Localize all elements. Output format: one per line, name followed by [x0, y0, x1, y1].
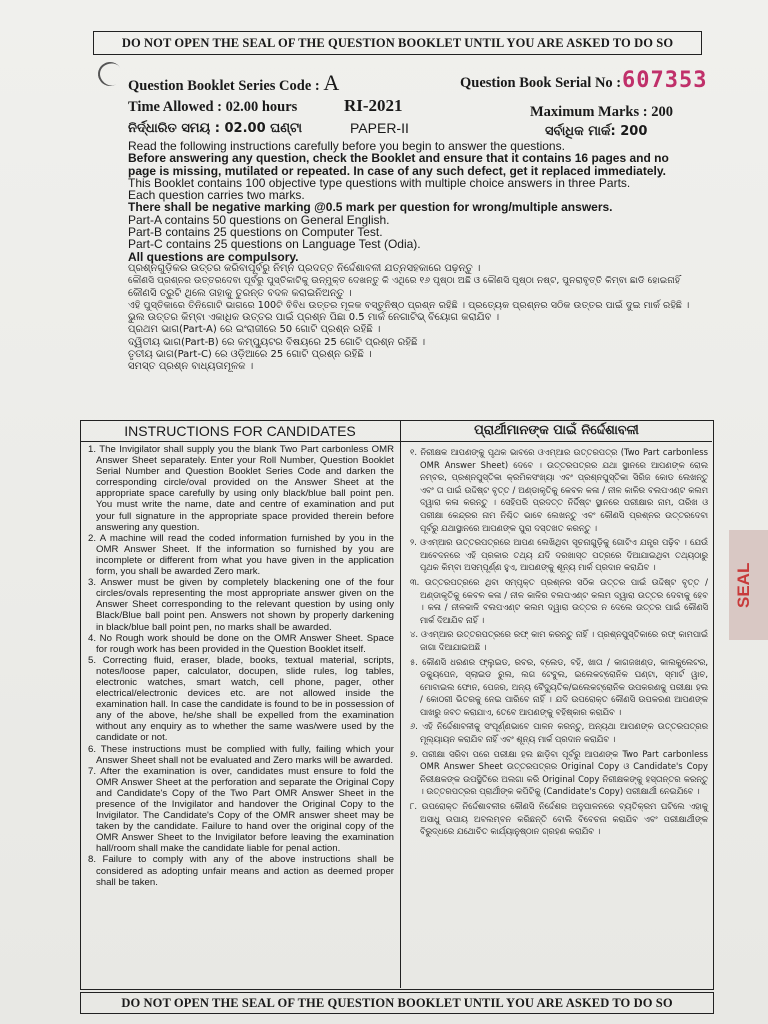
odia-instruction-line: ସମସ୍ତ ପ୍ରଶ୍ନ ବାଧ୍ୟତାମୂଳକ ।	[128, 361, 254, 373]
instruction-line: There shall be negative marking @0.5 mark per question for wrong/multiple answers.	[128, 200, 613, 215]
instruction-line: Part-B contains 25 questions on Computer Test.	[128, 225, 383, 240]
instruction-line: This Booklet contains 100 objective type questions with multiple choice answers in three Parts.	[128, 175, 631, 190]
list-item: 1. The Invigilator shall supply you the blank Two Part carbonless OMR Answer Sheet separately. Enter your Roll Number, Question Booklet Serial Number and Question Booklet Series Code and darken the corresponding circle/oval provided on the Answer Sheet at the appropriate space carefully by using only black/blue ball point pen. You must write the name, date and centre of examination and put your full signature in the appropriate space provided therein before answering any question.	[88, 444, 394, 533]
list-item: 2. A machine will read the coded information furnished by you in the OMR Answer Sheet. If the information so furnished by you are incomplete or different from what you have given in the application form, you shall be awarded Zero mark.	[88, 532, 394, 578]
list-item: 6. These instructions must be complied with fully, failing which your Answer Sheet shall not be evaluated and Zero marks will be awarded.	[88, 743, 394, 766]
exam-code: RI-2021	[344, 96, 403, 115]
list-item: ୮. ଉପରୋକ୍ତ ନିର୍ଦ୍ଦେଶାବଳୀର କୌଣସି ନିର୍ଦ୍ଦେଶର ଅନୁପାଳନରେ ବ୍ୟତିକ୍ରମ ଘଟିଲେ ଏହାକୁ ଅସାଧୁ ଉପାୟ ଅବଲମ୍ବନ କରିଛନ୍ତି ବୋଲି ବିବେଚନା କରାଯିବ ଏବଂ ପରୀକ୍ଷାର୍ଥୀଙ୍କ ବିରୁଦ୍ଧରେ ଯଥୋଚିତ କାର୍ଯ୍ୟାନୁଷ୍ଠାନ ଗ୍ରହଣ କରାଯିବ ।	[410, 801, 708, 837]
candidate-instructions-english	[88, 444, 394, 888]
list-item: 4. No Rough work should be done on the OMR Answer Sheet. Space for rough work has been provided in the Question Booklet itself.	[88, 632, 394, 655]
column-divider	[400, 420, 401, 988]
instruction-line: Part-A contains 50 questions on General English.	[128, 212, 390, 227]
max-marks: Maximum Marks : 200	[530, 104, 673, 120]
seal-label: SEAL	[734, 562, 753, 608]
paper-label: PAPER-II	[350, 120, 409, 136]
bottom-warning-banner: DO NOT OPEN THE SEAL OF THE QUESTION BOOKLET UNTIL YOU ARE ASKED TO DO SO	[80, 992, 714, 1014]
odia-instruction-line: ଦ୍ୱିତୀୟ ଭାଗ(Part-B) ରେ କମ୍ପ୍ୟୁଟର ବିଷୟରେ 25 ଗୋଟି ପ୍ରଶ୍ନ ରହିଛି ।	[128, 336, 426, 348]
instructions-heading-odia: ପ୍ରାର୍ଥୀମାନଙ୍କ ପାଇଁ ନିର୍ଦ୍ଦେଶାବଳୀ	[401, 421, 712, 442]
list-item: 5. Correcting fluid, eraser, blade, books, textual material, scripts, notes/loose paper, calculator, docupen, slide rules, log tables, electronic watches, smart watch, cell phone, pager, other electrical/electronic devices etc. are not allowed inside the examination hall. In case the candidate is found to be in possession of any of the above, he/she shall be expelled from the examination without any enquiry as to whether the same was/were used by the candidate or not.	[88, 654, 394, 744]
series-code-row	[128, 70, 339, 96]
list-item: 8. Failure to comply with any of the above instructions shall be considered as adopting unfair means and action as deemed proper shall be taken.	[88, 854, 394, 888]
instructions-heading-english: INSTRUCTIONS FOR CANDIDATES	[80, 421, 400, 442]
series-code: A	[323, 70, 340, 95]
list-item: ୧. ନିରୀକ୍ଷକ ଆପଣଙ୍କୁ ପୃଥକ ଭାବରେ ଓଏମ୍ଆର ଉତ୍ତରପତ୍ର (Two Part carbonless OMR Answer Sheet) ଦେବେ । ଉତ୍ତରପତ୍ରର ଯଥା ସ୍ଥାନରେ ଆପଣଙ୍କ ରୋଲ ନମ୍ବର, ପ୍ରଶ୍ନପୁସ୍ତିକା କ୍ରମିକସଂଖ୍ୟା ଏବଂ ପ୍ରଶ୍ନପୁସ୍ତିକା ସିରିଜ କୋଡ ଲେଖନ୍ତୁ ଏବଂ ତା ପାଇଁ ଉଦ୍ଦିଷ୍ଟ ବୃତ୍ତ / ଅଣ୍ଡାକୃତିକୁ କେବଳ କଳା / ନୀଳ କାଳିର ବଲପଏଣ୍ଟ କଲମ ଦ୍ୱାରା କଳା କରନ୍ତୁ । ସେହିପରି ପ୍ରଦତ୍ତ ନିର୍ଦ୍ଦିଷ୍ଟ ସ୍ଥାନରେ ପରୀକ୍ଷାର ନାମ, ତାରିଖ ଓ ପରୀକ୍ଷା କେନ୍ଦ୍ରର ନାମ ନିଶ୍ଚିତ ଭାବେ ଲେଖନ୍ତୁ ଏବଂ କୌଣସି ପ୍ରଶ୍ନର ଉତ୍ତରଦେବା ପୂର୍ବରୁ ଯଥାସ୍ଥାନରେ ଆପଣଙ୍କ ପୁରା ଦସ୍ତଖତ କରନ୍ତୁ ।	[410, 447, 708, 533]
candidate-instructions-odia	[410, 446, 708, 840]
time-allowed: Time Allowed : 02.00 hours	[128, 99, 298, 115]
list-item: ୨. ଓଏମ୍ଆର ଉତ୍ତରପତ୍ରରେ ଆପଣ ଲେଖିଥିବା ସୂଚନାଗୁଡ଼ିକୁ ଗୋଟିଏ ଯନ୍ତ୍ର ପଢ଼ିବ । ଯେଉଁ ଆବେଦନରେ ଏହି ପ୍ରକାର ତଥ୍ୟ ଯଦି ଦରଖାସ୍ତ ପତ୍ରରେ ଦିଆଯାଇଥିବା ତଥ୍ୟଠାରୁ ପୃଥକ କିମ୍ବା ଅସମ୍ପୂର୍ଣ୍ଣ ହୁଏ, ଆପଣଙ୍କୁ ଶୂନ୍ୟ ମାର୍କ ପ୍ରଦାନ କରାଯିବ ।	[410, 537, 708, 573]
time-allowed-odia: ନିର୍ଦ୍ଧାରିତ ସମୟ : 02.00 ଘଣ୍ଟା	[128, 121, 303, 136]
odia-instruction-line: କୌଣସି ତ୍ରୁଟି ଥିଲେ ତାହାକୁ ତୁରନ୍ତ ବଦଳ କରାଇନିଅନ୍ତୁ ।	[128, 287, 352, 299]
general-instructions	[128, 140, 688, 374]
max-marks-odia: ସର୍ବାଧିକ ମାର୍କ: 200	[545, 124, 648, 139]
corner-mark	[94, 58, 127, 91]
series-label: Question Booklet Series Code :	[128, 78, 320, 94]
list-item: ୫. କୌଣସି ଧରଣର ଫ୍ଲୁଇଡ, ରବର, ବ୍ଲେଡ, ବହି, ଖାତା / କାଗଜଖଣ୍ଡ, କାଲକୁଲେଟର, ଡକ୍ୟୁପେନ, ସ୍ଲାଇଡ ରୁଲ, ଲଗ ଟେବୁଲ, ଇଲେକଟ୍ରୋନିକ ଘଣ୍ଟା, ସ୍ମାର୍ଟ ୱାଚ, ମୋବାଇଲ ଫୋନ, ପେଜର, ଅନ୍ୟ ବୈଦ୍ୟୁତିକ/ଇଲେକଟ୍ରୋନିକ ଉପକରଣକୁ ପରୀକ୍ଷା ହଲ / କୋଠରୀ ଭିତରକୁ ନେଇ ପାରିବେ ନାହିଁ । ଯଦି ଉପରୋକ୍ତ କୌଣସି ଉପକରଣ ଆପଣଙ୍କ ପାଖରୁ ଜବତ କରାଯାଏ, ତେବେ ଆପଣଙ୍କୁ ବହିଷ୍କାର କରାଯିବ ।	[410, 656, 708, 717]
odia-instruction-line: ଭୁଲ ଉତ୍ତର କିମ୍ବା ଏକାଧିକ ଉତ୍ତର ପାଇଁ ପ୍ରଶ୍ନ ପିଛା 0.5 ମାର୍କ ନେଗାଟିଭ୍ ବିୟୋଗ କରାଯିବ ।	[128, 312, 500, 324]
instruction-line: page is missing, mutilated or repeated. In case of any such defect, get it replaced immediately.	[128, 163, 666, 178]
odia-instruction-line: ଏହି ପୁସ୍ତିକାରେ ତିନିଗୋଟି ଭାଗରେ 100ଟି ବିବିଧ ଉତ୍ତର ମୂଳକ ବସ୍ତୁନିଷ୍ଠ ପ୍ରଶ୍ନ ରହିଛି । ପ୍ରତ୍ୟେକ ପ୍ରଶ୍ନର ସଠିକ ଉତ୍ତର ପାଇଁ ଦୁଇ ମାର୍କ ରହିଛି ।	[128, 299, 690, 311]
serial-number: 607353	[622, 68, 708, 93]
list-item: ୬. ଏହି ନିର୍ଦ୍ଦେଶାବଳୀକୁ ସଂପୂର୍ଣ୍ଣଭାବେ ପାଳନ କରନ୍ତୁ, ଅନ୍ୟଥା ଆପଣଙ୍କ ଉତ୍ତରପତ୍ରର ମୂଲ୍ୟାୟନ କରାଯିବ ନାହିଁ ଏବଂ ଶୂନ୍ୟ ମାର୍କ ପ୍ରଦାନ କରାଯିବ ।	[410, 721, 708, 745]
list-item: 3. Answer must be given by completely blackening one of the four circles/ovals representing the most appropriate answer given on the Answer Sheet corresponding to the relevant question by using only Black/Blue ball point pen. Answers not shown by properly darkening in black/blue ball point pen, no marks shall be awarded.	[88, 577, 394, 633]
list-item: 7. After the examination is over, candidates must ensure to fold the OMR Answer Sheet at the perforation and separate the Original Copy and Candidate's Copy of the Two Part OMR Answer Sheet in the presence of the Invigilator and handover the Original Copy to the Invigilator. The Candidate's Copy of the OMR answer sheet may be taken by the candidate. Failure to hand over the original copy of the OMR Answer Sheet to the Invigilator before leaving the examination hall/room shall make the candidate liable for penal action.	[88, 765, 394, 855]
instruction-line: Read the following instructions carefully before you begin to answer the questions.	[128, 139, 565, 153]
serial-label: Question Book Serial No :	[460, 75, 622, 91]
top-warning-banner: DO NOT OPEN THE SEAL OF THE QUESTION BOOKLET UNTIL YOU ARE ASKED TO DO SO	[93, 31, 702, 55]
odia-instruction-line: ତୃତୀୟ ଭାଗ(Part-C) ରେ ଓଡ଼ିଆରେ 25 ଗୋଟି ପ୍ରଶ୍ନ ରହିଛି ।	[128, 349, 372, 361]
instruction-line: Part-C contains 25 questions on Language Test (Odia).	[128, 237, 421, 252]
odia-instruction-line: ପ୍ରଥମ ଭାଗ(Part-A) ରେ ଇଂରାଜୀରେ 50 ଗୋଟି ପ୍ରଶ୍ନ ରହିଛି ।	[128, 324, 381, 336]
list-item: ୪. ଓଏମ୍ଆର ଉତ୍ତରପତ୍ରରେ ରଫ୍ କାମ କରନ୍ତୁ ନାହିଁ । ପ୍ରଶ୍ନପୁସ୍ତିକାରେ ରଫ୍ କାମପାଇଁ ଜାଗା ଦିଆଯାଇଅଛି ।	[410, 629, 708, 652]
instruction-line: All questions are compulsory.	[128, 249, 299, 264]
odia-instruction-line: ପ୍ରଶ୍ନଗୁଡ଼ିକର ଉତ୍ତର କରିବାପୂର୍ବରୁ ନିମ୍ନ ପ୍ରଦତ୍ତ ନିର୍ଦ୍ଦେଶାବଳୀ ଯତ୍ନସହକାରେ ପଢ଼ନ୍ତୁ ।	[128, 262, 481, 274]
list-item: ୭. ପରୀକ୍ଷା ସରିବା ପରେ ପରୀକ୍ଷା ହଲ ଛାଡ଼ିବା ପୂର୍ବରୁ ଆପଣଙ୍କ Two Part carbonless OMR Answer Sheet ଉତ୍ତରପତ୍ରର Original Copy ଓ Candidate's Copy ନିରୀକ୍ଷକଙ୍କ ଉପସ୍ଥିତିରେ ଅଲଗା କରି Original Copy ନିରୀକ୍ଷକଙ୍କୁ ହସ୍ତାନ୍ତର କରନ୍ତୁ । ଉତ୍ତରପତ୍ରର ପ୍ରାର୍ଥୀଙ୍କ କପିଟିକୁ (Candidate's Copy) ପରୀକ୍ଷାର୍ଥୀ ନେଇଯିବେ ।	[410, 748, 708, 797]
instruction-line: Each question carries two marks.	[128, 188, 305, 203]
odia-instruction-line: କୌଣସି ପ୍ରଶ୍ନର ଉତ୍ତରଦେବା ପୂର୍ବରୁ ପୁସ୍ତିକାଟିକୁ ଉନ୍ମୁକ୍ତ ଦେଖନ୍ତୁ କି ଏଥିରେ ୧୬ ପୃଷ୍ଠା ଅଛି ଓ କୌଣସି ପୃଷ୍ଠା ନଷ୍ଟ, ପୁନରାବୃତ୍ତି କିମ୍ବା ଛାଡି ହୋଇନାହିଁ	[128, 275, 681, 287]
instruction-line: Before answering any question, check the Booklet and ensure that it contains 16 pages and no	[128, 151, 669, 166]
list-item: ୩. ଉତ୍ତରପତ୍ରରେ ଥିବା ସମ୍ପୃକ୍ତ ପ୍ରଶ୍ନର ସଠିକ ଉତ୍ତର ପାଇଁ ଉଦ୍ଦିଷ୍ଟ ବୃତ୍ତ / ଅଣ୍ଡାକୃତିକୁ କେବଳ କଳା / ନୀଳ କାଳିର ବଲପଏଣ୍ଟ କଲମ ଦ୍ୱାରା ଉତ୍ତର ଦେବାକୁ ହେବ । କଳା / ନୀଳକାଳି ବଲପଏଣ୍ଟ କଲମ ଦ୍ୱାରା ଉତ୍ତର ନ ଦେଲେ ଉତ୍ତର ପାଇଁ କୌଣସି ମାର୍କ ଦିଆଯିବ ନାହିଁ ।	[410, 576, 708, 625]
